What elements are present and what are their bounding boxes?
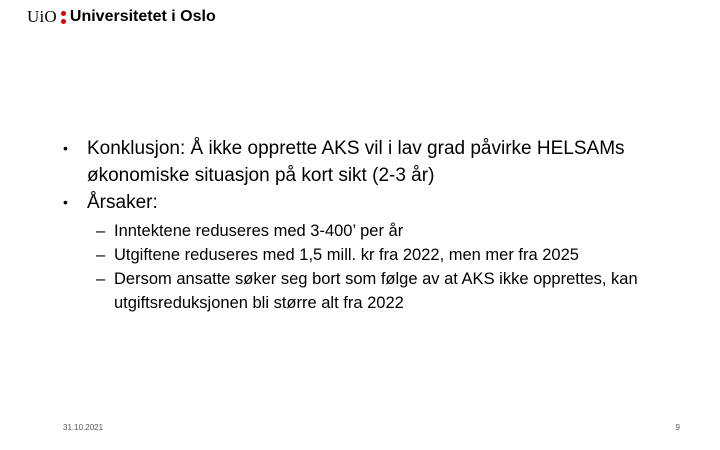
sub-bullet-income	[96, 219, 703, 243]
bullet-reasons	[63, 189, 703, 216]
sub-bullet-expenses	[96, 243, 703, 267]
logo-mark: UiO	[27, 7, 57, 26]
sub-bullet-text: Utgiftene reduseres med 1,5 mill. kr fra 2022, men mer fra 2025	[114, 246, 579, 264]
sub-bullet-text: Dersom ansatte søker seg bort som følge av at AKS ikke opprettes, kan utgiftsreduksjonen bli større alt fra 2022	[114, 270, 638, 312]
bullet-text: Årsaker:	[87, 192, 158, 213]
bullet-marker: •	[63, 194, 68, 210]
page-number: 9	[675, 423, 680, 432]
slide-body	[63, 135, 703, 315]
sub-bullet-text: Inntektene reduseres med 3-400’ per år	[114, 222, 404, 240]
sub-bullet-marker: –	[96, 222, 106, 240]
sub-bullet-staff	[96, 267, 703, 315]
sub-bullet-marker: –	[96, 270, 106, 288]
reasons-sublist	[96, 219, 703, 315]
institution-name: Universitetet i Oslo	[69, 8, 216, 25]
bullet-conclusion	[63, 135, 703, 189]
logo-dots-icon	[61, 11, 66, 24]
sub-bullet-marker: –	[96, 246, 106, 264]
uio-logo	[27, 7, 216, 27]
bullet-marker: •	[63, 140, 68, 156]
footer-date: 31.10.2021	[63, 423, 104, 432]
bullet-text: Konklusjon: Å ikke opprette AKS vil i lav grad påvirke HELSAMs økonomiske situasjon på kort sikt (2-3 år)	[87, 138, 625, 186]
